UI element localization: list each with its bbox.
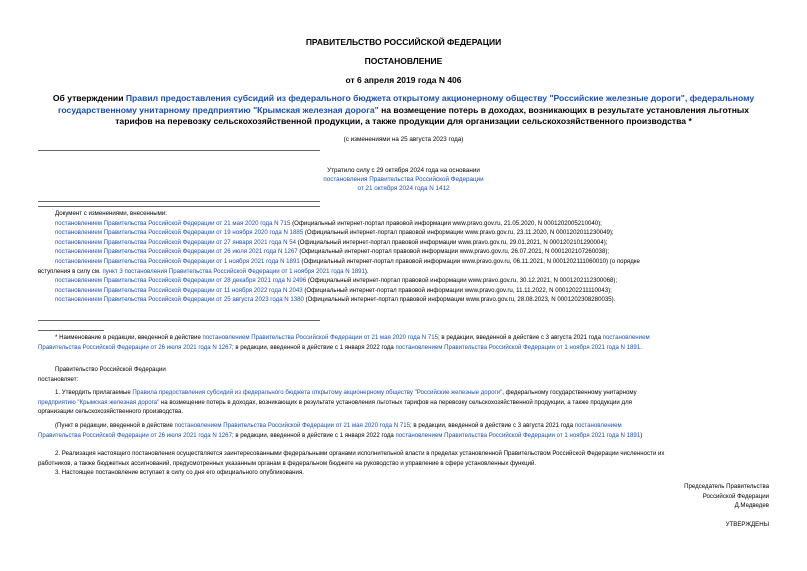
note-link[interactable]: Правительства Российской Федерации от 26 июля 2021 года N 1267 xyxy=(38,431,232,439)
paragraph-1-note-line-2 xyxy=(38,431,769,441)
divider xyxy=(38,206,320,207)
title-link[interactable]: Правил предоставления субсидий из федерального бюджета открытому акционерному обществу "Российские железные дороги", федеральному государственному унитарному предприятию "Крымская железная дорога" xyxy=(57,93,755,115)
amendment-text: (Официальный интернет-портал правовой информации www.pravo.gov.ru, 30.12.2021, N 0001202112300068); xyxy=(306,277,618,285)
paragraph-2-line-2: работников, а также бюджетных ассигнований, предусмотренных указанным органам в федеральном бюджете на руководство и управление в сфере установленных функций. xyxy=(38,459,537,467)
signature-org: Российской Федерации xyxy=(702,492,769,500)
paragraph-1-note xyxy=(38,421,769,431)
title-prefix: Об утверждении xyxy=(52,93,126,103)
amendment-link[interactable]: постановлением Правительства Российской Федерации от 11 ноября 2022 года N 2043 xyxy=(55,286,303,294)
divider xyxy=(38,201,320,202)
footnote-text: ; в редакции, введенной в действие с 1 января 2022 года xyxy=(231,343,396,351)
amendment-link[interactable]: постановлением Правительства Российской Федерации от 25 августа 2023 года N 1380 xyxy=(55,296,304,304)
doc-date: от 6 апреля 2019 года N 406 xyxy=(345,75,462,85)
signature-name: Д.Медведев xyxy=(734,502,769,510)
amendment-item xyxy=(55,219,775,229)
revision-note: (с изменениями на 25 августа 2023 года) xyxy=(343,136,464,143)
amendments-block xyxy=(38,209,775,305)
doc-type: ПОСТАНОВЛЕНИЕ xyxy=(364,56,443,66)
approved-label: УТВЕРЖДЕНЫ xyxy=(725,521,769,528)
title-suffix: на возмещение потерь в доходах, возникающих в результате установления льготных тарифов на перевозку сельскохозяйственной продукции, а также продукции для организации сельскохозяйственного производства * xyxy=(115,104,750,126)
amendment-link[interactable]: постановлением Правительства Российской Федерации от 19 ноября 2020 года N 1885 xyxy=(55,229,304,237)
amendment-item xyxy=(55,286,775,296)
amendment-text: (Официальный интернет-портал правовой информации www.pravo.gov.ru, 23.11.2020, N 0001202011230049); xyxy=(303,229,614,237)
continuation-suffix: ). xyxy=(364,267,369,275)
paragraph-1-line-2 xyxy=(38,398,769,408)
divider xyxy=(38,150,320,151)
footnote-rule xyxy=(38,330,104,331)
amendment-item xyxy=(55,228,775,238)
note-link[interactable]: постановлением Правительства Российской Федерации от 1 ноября 2021 года N 1891 xyxy=(395,431,641,439)
amendment-text: (Официальный интернет-портал правовой информации www.pravo.gov.ru, 29.01.2021, N 0001202101290004); xyxy=(296,238,608,246)
divider xyxy=(38,320,320,321)
void-link-1[interactable]: постановления Правительства Российской Федерации xyxy=(323,176,484,183)
amendment-text: (Официальный интернет-портал правовой информации www.pravo.gov.ru, 26.07.2021, N 0001202107260038); xyxy=(297,248,610,256)
p1-text: , федеральному государственному унитарному xyxy=(502,389,637,397)
paragraph-3: 3. Настоящее постановление вступает в силу со дня его официального опубликования. xyxy=(55,469,304,477)
decree-label: постановляет: xyxy=(38,375,79,383)
rules-link[interactable]: предприятию "Крымская железная дорога" xyxy=(38,398,160,406)
note-text: (Пункт в редакции, введенной в действие xyxy=(55,421,175,429)
continuation-text: вступления в силу см. xyxy=(38,267,103,275)
paragraph-1 xyxy=(38,388,769,398)
amendment-text: (Официальный интернет-портал правовой информации www.pravo.gov.ru, 06.11.2021, N 0001202111060010) (о порядке xyxy=(299,257,640,265)
footnote-link[interactable]: постановлением Правительства Российской Федерации от 1 ноября 2021 года N 1891 xyxy=(395,343,641,351)
signature-title: Председатель Правительства xyxy=(684,483,769,490)
note-text: ) xyxy=(640,431,643,439)
footnote-text: ; в редакции, введенной в действие с 3 августа 2021 года xyxy=(438,334,603,341)
void-link-2[interactable]: от 21 октября 2024 года N 1412 xyxy=(357,185,450,192)
p1-text: на возмещение потерь в доходах, возникающих в результате установления льготных тарифов на перевозку сельскохозяйственной продукции, а также продукции для xyxy=(159,398,632,406)
amendment-text: (Официальный интернет-портал правовой информации www.pravo.gov.ru, 11.11.2022, N 0001202211110043); xyxy=(302,286,612,294)
document-title xyxy=(40,93,767,128)
amendment-item xyxy=(55,247,775,257)
note-text: ; в редакции, введенной в действие с 3 августа 2021 года xyxy=(410,421,575,429)
amendment-text: (Официальный интернет-портал правовой информации www.pravo.gov.ru, 21.05.2020, N 0001202005210040); xyxy=(290,219,602,227)
void-line-1: Утратило силу с 29 октября 2024 года на основании xyxy=(327,167,480,174)
amendment-link[interactable]: постановлением Правительства Российской Федерации от 28 декабря 2021 года N 2496 xyxy=(55,277,307,285)
amendment-link[interactable]: постановлением Правительства Российской Федерации от 21 мая 2020 года N 715 xyxy=(55,219,291,227)
footnote-link[interactable]: постановлением Правительства Российской Федерации от 21 мая 2020 года N 715 xyxy=(202,334,438,341)
paragraph-2: 2. Реализация настоящего постановления осуществляется заинтересованными федеральными органами исполнительной власти в пределах установленной Правительством Российской Федерации численности их xyxy=(55,450,665,458)
amendment-item xyxy=(55,276,775,286)
gov-label: Правительство Российской Федерации xyxy=(55,366,166,373)
amendment-continuation xyxy=(38,267,775,277)
decree-body xyxy=(38,365,769,478)
footnote-link[interactable]: постановлением xyxy=(602,334,650,341)
note-link[interactable]: постановлением Правительства Российской Федерации от 21 мая 2020 года N 715 xyxy=(174,421,411,429)
note-link[interactable]: постановлением xyxy=(574,421,622,429)
amendment-item xyxy=(55,238,775,248)
note-text: ; в редакции, введенной в действие с 1 января 2022 года xyxy=(231,431,396,439)
amendment-link[interactable]: постановлением Правительства Российской Федерации от 1 ноября 2021 года N 1891 xyxy=(55,257,300,265)
amendment-item xyxy=(55,257,775,267)
amendment-link[interactable]: постановлением Правительства Российской Федерации от 26 июля 2021 года N 1267 xyxy=(55,248,298,256)
p1-text: 1. Утвердить прилагаемые xyxy=(55,389,133,397)
footnote-link[interactable]: Правительства Российской Федерации от 26 июля 2021 года N 1267 xyxy=(38,343,232,351)
org-heading: ПРАВИТЕЛЬСТВО РОССИЙСКОЙ ФЕДЕРАЦИИ xyxy=(305,37,502,47)
footnote xyxy=(38,333,769,352)
continuation-link[interactable]: пункт 3 постановления Правительства Российской Федерации от 1 ноября 2021 года N 1891 xyxy=(102,267,365,275)
amendment-link[interactable]: постановлением Правительства Российской Федерации от 27 января 2021 года N 54 xyxy=(55,238,297,246)
paragraph-1-line-3: организации сельскохозяйственного производства. xyxy=(38,408,184,416)
amendments-heading: Документ с изменениями, внесенными: xyxy=(55,210,167,217)
amendment-text: (Официальный интернет-портал правовой информации www.pravo.gov.ru, 28.08.2023, N 0001202308280035). xyxy=(303,296,616,304)
signature-block xyxy=(469,482,769,511)
footnote-text: * Наименование в редакции, введенной в действие xyxy=(55,334,203,341)
footnote-text: . xyxy=(640,343,642,351)
amendment-item xyxy=(55,295,775,305)
rules-link[interactable]: Правила предоставления субсидий из федерального бюджета открытому акционерному обществу "Российские железные дороги" xyxy=(132,389,503,397)
